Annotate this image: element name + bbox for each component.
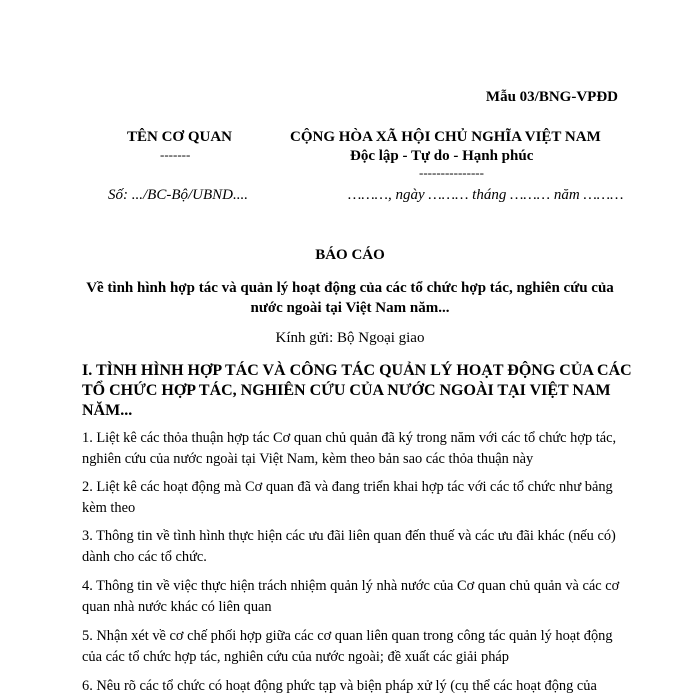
document-date-line: ………, ngày ……… tháng ……… năm ……… [348,187,624,203]
section-heading: I. TÌNH HÌNH HỢP TÁC VÀ CÔNG TÁC QUẢN LÝ HOẠT ĐỘNG CỦA CÁC TỔ CHỨC HỢP TÁC, NGHIÊN CỨU CỦA NƯỚC NGOÀI TẠI VIỆT NAM NĂM... [82,362,632,419]
list-item: 4. Thông tin về việc thực hiện trách nhiệm quản lý nhà nước của Cơ quan chủ quản và các cơ quan nhà nước khác có liên quan [82,578,620,615]
recipient-line: Kính gửi: Bộ Ngoại giao [275,330,425,346]
list-item: 1. Liệt kê các thỏa thuận hợp tác Cơ quan chủ quản đã ký trong năm với các tổ chức hợp tác, nghiên cứu của nước ngoài tại Việt Nam, kèm theo bản sao các thỏa thuận này [82,430,617,467]
national-title: CỘNG HÒA XÃ HỘI CHỦ NGHĨA VIỆT NAM [290,129,601,145]
list-item: 6. Nêu rõ các tổ chức có hoạt động phức tạp và biện pháp xử lý (cụ thể các hoạt động của [82,678,597,694]
list-item: 5. Nhận xét về cơ chế phối hợp giữa các cơ quan liên quan trong công tác quản lý hoạt động của các tổ chức hợp tác, nghiên cứu của nước ngoài; đề xuất các giải pháp [82,628,613,665]
agency-divider: ------- [160,147,191,162]
list-item: 3. Thông tin về tình hình thực hiện các ưu đãi liên quan đến thuế và các ưu đãi khác (nếu có) dành cho các tổ chức. [82,528,616,565]
motto-divider: --------------- [419,165,484,180]
list-item: 2. Liệt kê các hoạt động mà Cơ quan đã và đang triển khai hợp tác với các tổ chức như bảng kèm theo [82,479,613,516]
document-title: BÁO CÁO [315,247,385,263]
national-motto: Độc lập - Tự do - Hạnh phúc [350,148,534,164]
document-subject: Về tình hình hợp tác và quản lý hoạt động của các tổ chức hợp tác, nghiên cứu của nước ngoài tại Việt Nam năm... [86,280,614,316]
form-code: Mẫu 03/BNG-VPĐD [485,89,618,105]
agency-name: TÊN CƠ QUAN [127,129,233,145]
document-number: Số: .../BC-Bộ/UBND.... [108,187,248,203]
